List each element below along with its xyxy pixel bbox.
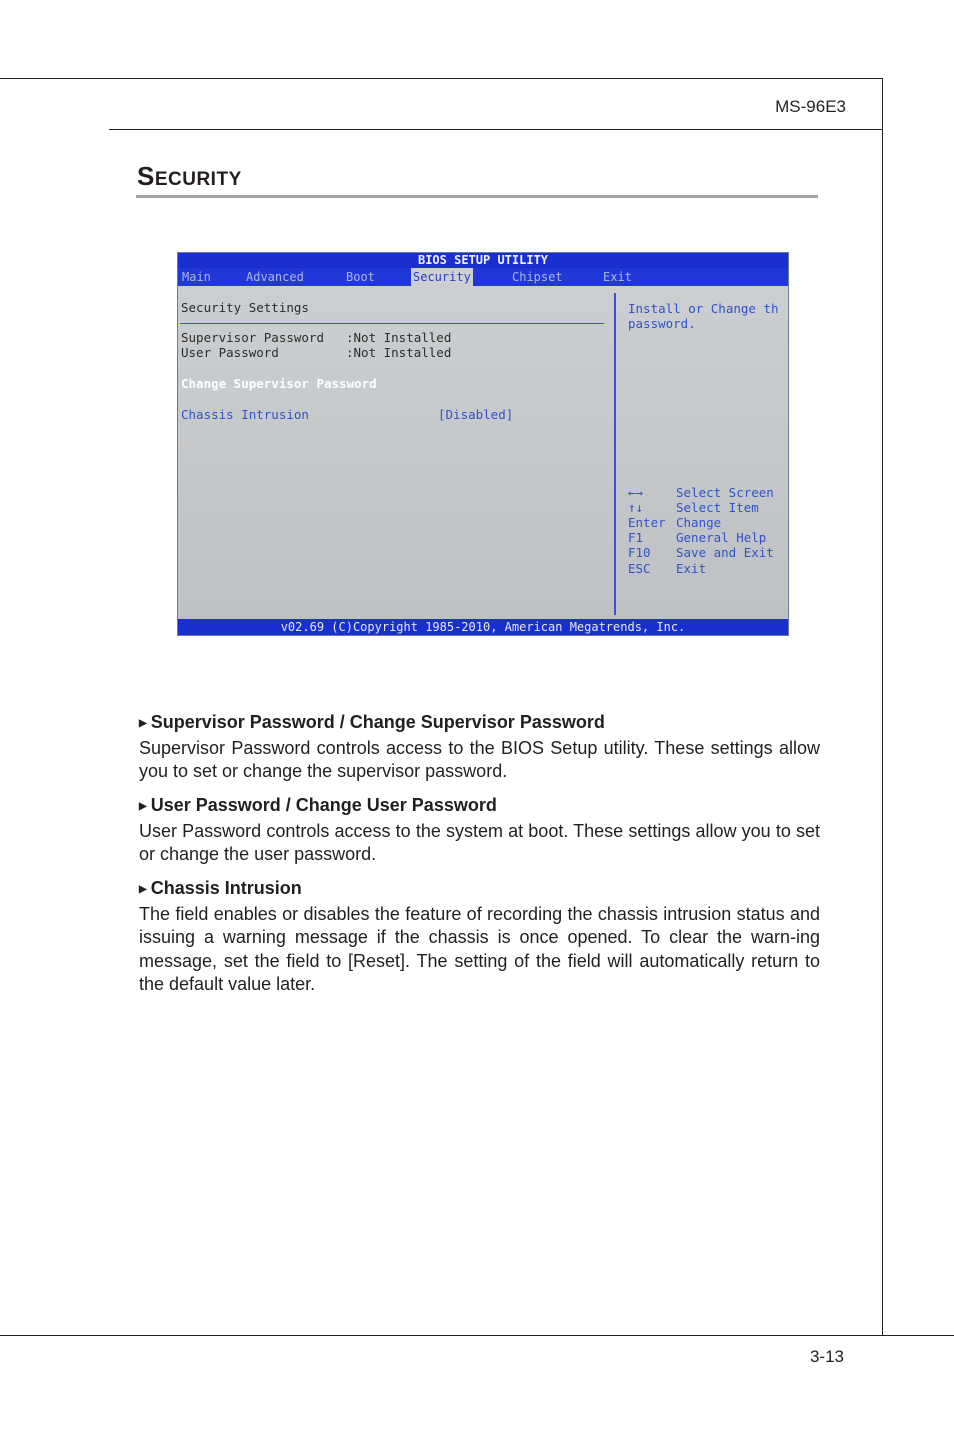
bios-key: Enter (628, 515, 666, 530)
bios-help-line1: Install or Change th (628, 301, 779, 316)
item-heading-chassis: ▶ Chassis Intrusion (139, 878, 302, 898)
header-rule (109, 129, 883, 130)
bottom-rule (0, 1335, 954, 1336)
triangle-bullet-icon: ▶ (139, 884, 147, 895)
section-title: SECURITY (137, 161, 242, 191)
bios-key-desc: Change (676, 515, 722, 530)
page-number: 3-13 (809, 1347, 844, 1366)
bios-key: F10 (628, 545, 651, 560)
item-heading-user: ▶ User Password / Change User Password (139, 795, 497, 815)
bios-menu-exit[interactable]: Exit (603, 270, 632, 284)
bios-key-desc: General Help (676, 530, 767, 545)
bios-key-desc: Exit (676, 561, 707, 576)
bios-user-label: User Password (181, 345, 279, 360)
bios-change-supervisor[interactable]: Change Supervisor Password (181, 376, 377, 391)
bios-chassis-value[interactable]: [Disabled] (438, 407, 514, 422)
bios-menu-security[interactable]: Security (413, 270, 471, 284)
item-heading-supervisor: ▶ Supervisor Password / Change Supervisor Password (139, 712, 605, 732)
bios-chassis-label[interactable]: Chassis Intrusion (181, 407, 309, 422)
bios-key: ←→ (628, 485, 644, 500)
bios-screenshot (177, 252, 789, 636)
bios-menu-advanced[interactable]: Advanced (246, 270, 304, 284)
bios-key: F1 (628, 530, 644, 545)
bios-key-desc: Select Item (676, 500, 759, 515)
right-border (882, 78, 883, 1336)
bios-key-desc: Select Screen (676, 485, 774, 500)
bios-supervisor-value: :Not Installed (346, 330, 452, 345)
triangle-bullet-icon: ▶ (139, 718, 147, 729)
section-rule (136, 195, 818, 198)
top-rule (0, 78, 883, 79)
model-number: MS-96E3 (775, 97, 846, 116)
bios-footer: v02.69 (C)Copyright 1985-2010, American Megatrends, Inc. (178, 619, 788, 635)
bios-menu-chipset[interactable]: Chipset (512, 270, 563, 284)
bios-menubar (178, 268, 788, 286)
bios-key: ↑↓ (628, 500, 644, 515)
bios-panel-divider (614, 293, 616, 615)
bios-menu-main[interactable]: Main (182, 270, 211, 284)
item-body-chassis: The field enables or disables the feature of recording the chassis intrusion status and issuing a warning message if the chassis is once opened. To clear the warn-ing message, set the field to [Reset]. The setting of the field will automatically return to the default value later. (139, 904, 820, 994)
bios-help-line2: password. (628, 316, 696, 331)
bios-key-desc: Save and Exit (676, 545, 774, 560)
bios-menu-boot[interactable]: Boot (346, 270, 375, 284)
bios-settings-rule (180, 323, 604, 324)
bios-settings-title: Security Settings (181, 300, 309, 315)
triangle-bullet-icon: ▶ (139, 801, 147, 812)
bios-user-value: :Not Installed (346, 345, 452, 360)
bios-supervisor-label: Supervisor Password (181, 330, 324, 345)
bios-title: BIOS SETUP UTILITY (178, 253, 788, 268)
item-body-user: User Password controls access to the system at boot. These settings allow you to set or change the user password. (139, 821, 820, 865)
item-body-supervisor: Supervisor Password controls access to the BIOS Setup utility. These settings allow you to set or change the supervisor password. (139, 738, 820, 782)
bios-key: ESC (628, 561, 651, 576)
